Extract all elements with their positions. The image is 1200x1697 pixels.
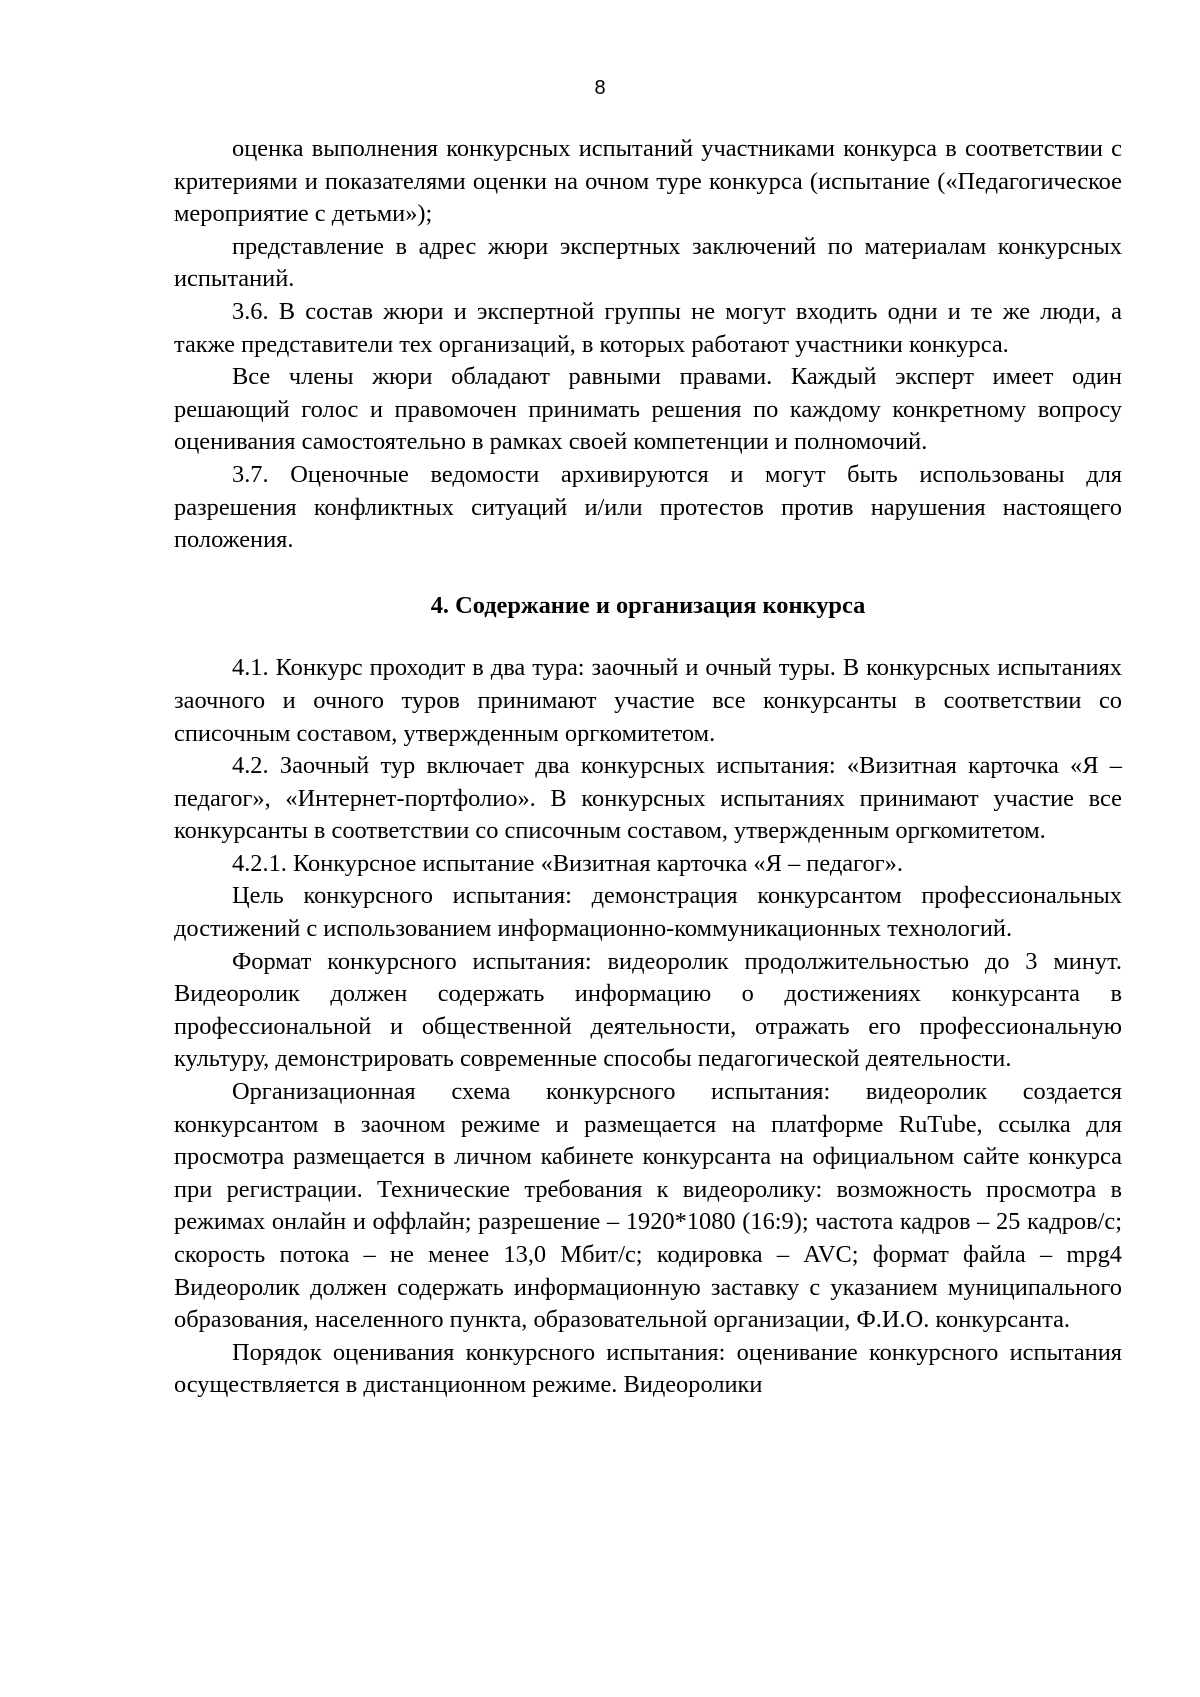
document-body (174, 133, 1122, 1402)
paragraph-organization-scheme: Организационная схема конкурсного испытания: видеоролик создается конкурсантом в заочном режиме и размещается на платформе RuTube, ссылка для просмотра размещается в личном кабинете конкурсанта на официальном сайте конкурса при регистрации. Технические требования к видеоролику: возможность просмотра в режимах онлайн и оффлайн; разрешение – 1920*1080 (16:9); частота кадров – 25 кадров/с; скорость потока – не менее 13,0 Мбит/с; кодировка – AVC; формат файла – mpg4 Видеоролик должен содержать информационную заставку с указанием муниципального образования, населенного пункта, образовательной организации, Ф.И.О. конкурсанта. (174, 1078, 1122, 1334)
paragraph-3-7: 3.7. Оценочные ведомости архивируются и могут быть использованы для разрешения конфликтных ситуаций и/или протестов против нарушения настоящего положения. (174, 460, 1122, 554)
paragraph-evaluation-criteria: оценка выполнения конкурсных испытаний участниками конкурса в соответствии с критериями и показателями оценки на очном туре конкурса (испытание («Педагогическое мероприятие с детьми»); (174, 135, 1122, 228)
paragraph-4-2-1: 4.2.1. Конкурсное испытание «Визитная карточка «Я – педагог». (232, 849, 903, 877)
section-heading: 4. Содержание и организация конкурса (430, 591, 866, 619)
paragraph-3-6: 3.6. В состав жюри и экспертной группы не могут входить одни и те же люди, а также представители тех организаций, в которых работают участники конкурса. (174, 297, 1122, 358)
paragraph-4-2: 4.2. Заочный тур включает два конкурсных испытания: «Визитная карточка «Я – педагог», «Интернет-портфолио». В конкурсных испытаниях принимают участие все конкурсанты в соответствии со списочным составом, утвержденным оргкомитетом. (174, 752, 1122, 845)
paragraph-jury-rights: Все члены жюри обладают равными правами. Каждый эксперт имеет один решающий голос и правомочен принимать решения по каждому конкретному вопросу оценивания самостоятельно в рамках своей компетенции и полномочий. (174, 363, 1122, 456)
paragraph-evaluation-procedure: Порядок оценивания конкурсного испытания: оценивание конкурсного испытания осуществляется в дистанционном режиме. Видеоролики (174, 1338, 1122, 1399)
paragraph-goal: Цель конкурсного испытания: демонстрация конкурсантом профессиональных достижений с использованием информационно-коммуникационных технологий. (174, 882, 1122, 943)
paragraph-expert-conclusions: представление в адрес жюри экспертных заключений по материалам конкурсных испытаний. (174, 232, 1122, 293)
page-number: 8 (594, 77, 606, 99)
paragraph-4-1: 4.1. Конкурс проходит в два тура: заочный и очный туры. В конкурсных испытаниях заочного и очного туров принимают участие все конкурсанты в соответствии со списочным составом, утвержденным оргкомитетом. (174, 654, 1122, 747)
paragraph-format: Формат конкурсного испытания: видеоролик продолжительностью до 3 минут. Видеоролик должен содержать информацию о достижениях конкурсанта в профессиональной и общественной деятельности, отражать его профессиональную культуру, демонстрировать современные способы педагогической деятельности. (174, 947, 1122, 1073)
